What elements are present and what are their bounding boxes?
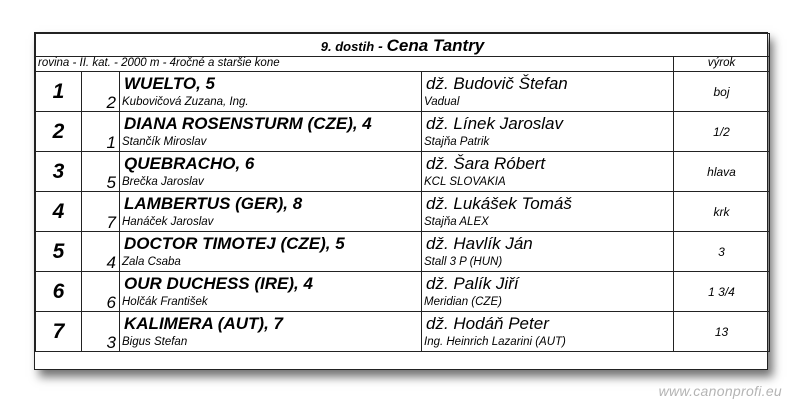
result-row <box>36 312 770 335</box>
finish-place: 1 <box>36 72 82 112</box>
owner-name: Hanáček Jaroslav <box>120 214 422 232</box>
start-number: 3 <box>82 334 120 352</box>
result-row-details <box>36 134 770 152</box>
stable-name: Stajňa Patrik <box>422 134 674 152</box>
result-row-details <box>36 214 770 232</box>
horse-name: QUEBRACHO, 6 <box>120 152 422 175</box>
result-row <box>36 72 770 95</box>
result-row <box>36 192 770 215</box>
stable-name: Stall 3 P (HUN) <box>422 254 674 272</box>
result-margin: krk <box>674 192 770 232</box>
start-number: 6 <box>82 294 120 312</box>
jockey-name: dž. Línek Jaroslav <box>422 112 674 135</box>
result-margin: 1/2 <box>674 112 770 152</box>
result-margin: 3 <box>674 232 770 272</box>
result-margin: hlava <box>674 152 770 192</box>
owner-name: Stančík Miroslav <box>120 134 422 152</box>
conditions-row <box>36 57 770 72</box>
result-row <box>36 152 770 175</box>
finish-place: 7 <box>36 312 82 352</box>
result-row-details <box>36 334 770 352</box>
jockey-name: dž. Havlík Ján <box>422 232 674 255</box>
owner-name: Brečka Jaroslav <box>120 174 422 192</box>
results-card <box>34 32 768 370</box>
race-name: Cena Tantry <box>386 35 485 55</box>
title-separator: - <box>378 37 383 54</box>
finish-place: 6 <box>36 272 82 312</box>
jockey-name: dž. Lukášek Tomáš <box>422 192 674 215</box>
stable-name: KCL SLOVAKIA <box>422 174 674 192</box>
number-cell-top <box>82 72 120 95</box>
number-cell-top <box>82 192 120 215</box>
owner-name: Bigus Stefan <box>120 334 422 352</box>
horse-name: LAMBERTUS (GER), 8 <box>120 192 422 215</box>
jockey-name: dž. Šara Róbert <box>422 152 674 175</box>
result-column-header: výrok <box>674 57 770 72</box>
finish-place: 3 <box>36 152 82 192</box>
stable-name: Stajňa ALEX <box>422 214 674 232</box>
horse-name: OUR DUCHESS (IRE), 4 <box>120 272 422 295</box>
start-number: 4 <box>82 254 120 272</box>
result-margin: 13 <box>674 312 770 352</box>
owner-name: Zala Csaba <box>120 254 422 272</box>
race-conditions: rovina - II. kat. - 2000 m - 4ročné a staršie kone <box>36 57 674 72</box>
owner-name: Kubovičová Zuzana, Ing. <box>120 94 422 112</box>
start-number: 1 <box>82 134 120 152</box>
number-cell-top <box>82 312 120 335</box>
result-row-details <box>36 294 770 312</box>
race-title <box>36 34 770 57</box>
start-number: 5 <box>82 174 120 192</box>
horse-name: WUELTO, 5 <box>120 72 422 95</box>
result-row-details <box>36 94 770 112</box>
result-row <box>36 232 770 255</box>
stable-name: Ing. Heinrich Lazarini (AUT) <box>422 334 674 352</box>
horse-name: DIANA ROSENSTURM (CZE), 4 <box>120 112 422 135</box>
race-number: 9. dostih <box>320 38 375 54</box>
result-row-details <box>36 174 770 192</box>
watermark: www.canonprofi.eu <box>658 383 782 399</box>
race-title-row <box>36 34 770 57</box>
number-cell-top <box>82 232 120 255</box>
finish-place: 5 <box>36 232 82 272</box>
result-margin: boj <box>674 72 770 112</box>
jockey-name: dž. Palík Jiří <box>422 272 674 295</box>
owner-name: Holčák František <box>120 294 422 312</box>
race-results-table <box>35 33 770 352</box>
number-cell-top <box>82 112 120 135</box>
result-row-details <box>36 254 770 272</box>
horse-name: DOCTOR TIMOTEJ (CZE), 5 <box>120 232 422 255</box>
result-margin: 1 3/4 <box>674 272 770 312</box>
start-number: 7 <box>82 214 120 232</box>
stable-name: Meridian (CZE) <box>422 294 674 312</box>
finish-place: 2 <box>36 112 82 152</box>
result-row <box>36 112 770 135</box>
jockey-name: dž. Budovič Štefan <box>422 72 674 95</box>
jockey-name: dž. Hodáň Peter <box>422 312 674 335</box>
horse-name: KALIMERA (AUT), 7 <box>120 312 422 335</box>
stable-name: Vadual <box>422 94 674 112</box>
number-cell-top <box>82 152 120 175</box>
number-cell-top <box>82 272 120 295</box>
result-row <box>36 272 770 295</box>
start-number: 2 <box>82 94 120 112</box>
finish-place: 4 <box>36 192 82 232</box>
